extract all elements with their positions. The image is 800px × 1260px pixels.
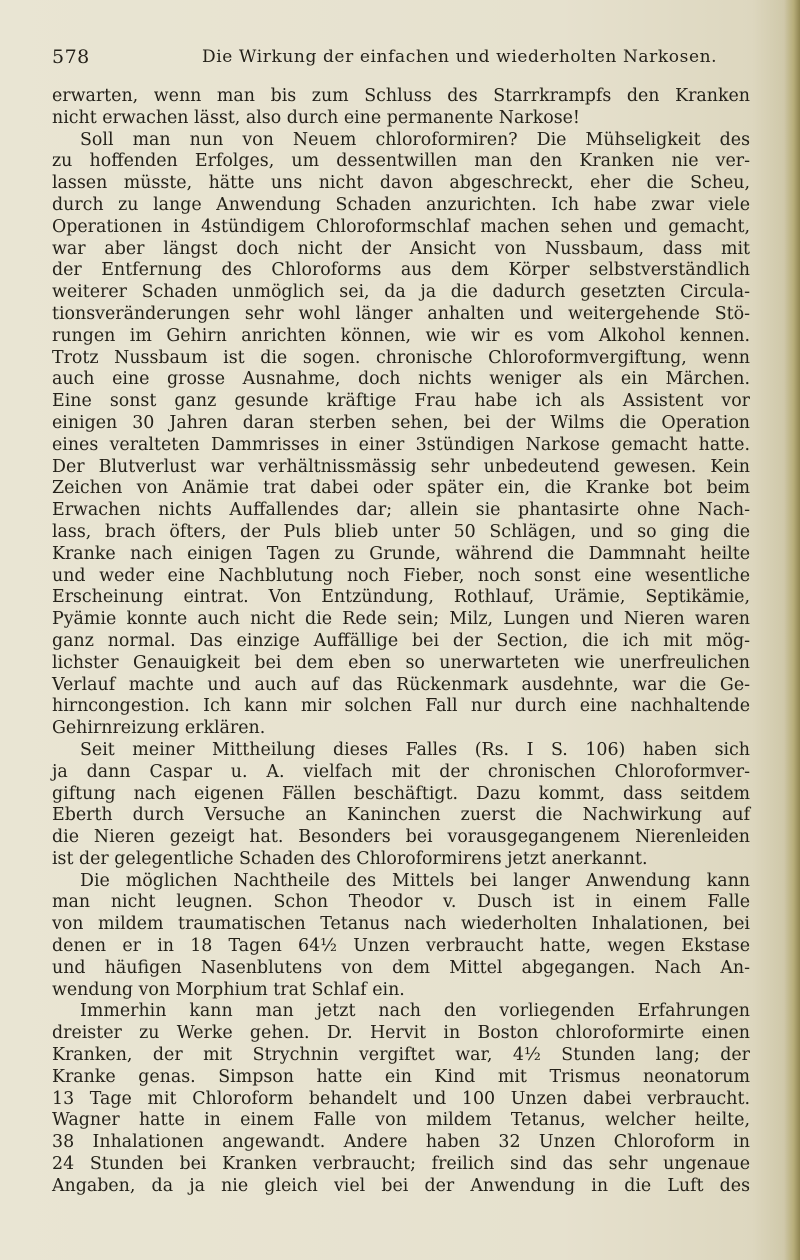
text-line: und weder eine Nachblutung noch Fieber, noch sonst eine wesentliche bbox=[52, 565, 750, 586]
text-line: Kranke nach einigen Tagen zu Grunde, während die Dammnaht heilte bbox=[52, 543, 750, 564]
text-line: einigen 30 Jahren daran sterben sehen, bei der Wilms die Operation bbox=[52, 412, 750, 433]
text-line: wendung von Morphium trat Schlaf ein. bbox=[52, 979, 405, 1000]
text-line: ganz normal. Das einzige Auffällige bei der Section, die ich mit mög- bbox=[52, 630, 750, 651]
text-line: 24 Stunden bei Kranken verbraucht; freilich sind das sehr ungenaue bbox=[52, 1154, 750, 1175]
text-line: war aber längst doch nicht der Ansicht von Nussbaum, dass mit bbox=[52, 238, 750, 259]
text-line: Immerhin kann man jetzt nach den vorliegenden Erfahrungen bbox=[80, 1001, 750, 1022]
text-line: dreister zu Werke gehen. Dr. Hervit in Boston chloroformirte einen bbox=[52, 1023, 750, 1044]
text-line: Kranke genas. Simpson hatte ein Kind mit Trismus neonatorum bbox=[52, 1066, 750, 1087]
text-line: Wagner hatte in einem Falle von mildem Tetanus, welcher heilte, bbox=[52, 1110, 750, 1131]
text-line: Die möglichen Nachtheile des Mittels bei langer Anwendung kann bbox=[80, 870, 750, 891]
page-edge-shadow bbox=[784, 0, 800, 1260]
text-line: Operationen in 4stündigem Chloroformschlaf machen sehen und gemacht, bbox=[52, 216, 750, 237]
text-line: denen er in 18 Tagen 64½ Unzen verbraucht hatte, wegen Ekstase bbox=[52, 936, 750, 957]
text-line: ist der gelegentliche Schaden des Chloroformirens jetzt anerkannt. bbox=[52, 848, 648, 869]
text-line: Seit meiner Mittheilung dieses Falles (Rs. I S. 106) haben sich bbox=[80, 739, 750, 760]
text-line: Soll man nun von Neuem chloroformiren? Die Mühseligkeit des bbox=[80, 129, 750, 150]
text-line: Erscheinung eintrat. Von Entzündung, Rothlauf, Urämie, Septikämie, bbox=[52, 587, 750, 608]
text-line: 38 Inhalationen angewandt. Andere haben 32 Unzen Chloroform in bbox=[52, 1132, 750, 1153]
text-line: Trotz Nussbaum ist die sogen. chronische Chloroformvergiftung, wenn bbox=[52, 347, 750, 368]
text-line: giftung nach eigenen Fällen beschäftigt. Dazu kommt, dass seitdem bbox=[52, 783, 750, 804]
text-line: Gehirnreizung erklären. bbox=[52, 718, 266, 739]
text-line: von mildem traumatischen Tetanus nach wiederholten Inhalationen, bei bbox=[52, 914, 750, 935]
body-text bbox=[52, 86, 750, 1198]
text-line: tionsveränderungen sehr wohl länger anhalten und weitergehende Stö- bbox=[52, 303, 750, 324]
text-line: Der Blutverlust war verhältnissmässig sehr unbedeutend gewesen. Kein bbox=[52, 456, 750, 477]
text-line: der Entfernung des Chloroforms aus dem Körper selbstverständlich bbox=[52, 260, 750, 281]
text-line: 13 Tage mit Chloroform behandelt und 100 Unzen dabei verbraucht. bbox=[52, 1088, 750, 1109]
text-line: nicht erwachen lässt, also durch eine permanente Narkose! bbox=[52, 107, 580, 128]
text-line: erwarten, wenn man bis zum Schluss des Starrkrampfs den Kranken bbox=[52, 86, 750, 106]
running-title: Die Wirkung der einfachen und wiederholten Narkosen. bbox=[202, 47, 718, 67]
page-number: 578 bbox=[52, 46, 90, 68]
text-line: hirncongestion. Ich kann mir solchen Fall nur durch eine nachhaltende bbox=[52, 696, 750, 717]
text-line: Pyämie konnte auch nicht die Rede sein; Milz, Lungen und Nieren waren bbox=[52, 609, 750, 630]
text-line: und häufigen Nasenblutens von dem Mittel abgegangen. Nach An- bbox=[52, 957, 750, 978]
text-line: rungen im Gehirn anrichten können, wie wir es vom Alkohol kennen. bbox=[52, 325, 750, 346]
text-line: lichster Genauigkeit bei dem eben so unerwarteten wie unerfreulichen bbox=[52, 652, 750, 673]
text-line: Zeichen von Anämie trat dabei oder später ein, die Kranke bot beim bbox=[52, 478, 750, 499]
text-line: durch zu lange Anwendung Schaden anzurichten. Ich habe zwar viele bbox=[52, 194, 750, 215]
text-line: Angaben, da ja nie gleich viel bei der Anwendung in die Luft des bbox=[52, 1175, 750, 1196]
text-line: eines veralteten Dammrisses in einer 3stündigen Narkose gemacht hatte. bbox=[52, 434, 750, 455]
text-line: Eberth durch Versuche an Kaninchen zuerst die Nachwirkung auf bbox=[52, 805, 750, 826]
text-line: zu hoffenden Erfolges, um dessentwillen man den Kranken nie ver- bbox=[52, 151, 750, 172]
text-line: Kranken, der mit Strychnin vergiftet war, 4½ Stunden lang; der bbox=[52, 1045, 750, 1066]
text-line: ja dann Caspar u. A. vielfach mit der chronischen Chloroformver- bbox=[52, 761, 750, 782]
text-line: auch eine grosse Ausnahme, doch nichts weniger als ein Märchen. bbox=[52, 369, 750, 390]
text-line: die Nieren gezeigt hat. Besonders bei vorausgegangenem Nierenleiden bbox=[52, 827, 750, 848]
text-line: Verlauf machte und auch auf das Rückenmark ausdehnte, war die Ge- bbox=[52, 674, 750, 695]
page-header bbox=[52, 46, 752, 74]
text-line: Erwachen nichts Auffallendes dar; allein sie phantasirte ohne Nach- bbox=[52, 500, 750, 521]
text-line: lass, brach öfters, der Puls blieb unter 50 Schlägen, und so ging die bbox=[52, 521, 750, 542]
text-line: man nicht leugnen. Schon Theodor v. Dusch ist in einem Falle bbox=[52, 892, 750, 913]
text-line: weiterer Schaden unmöglich sei, da ja die dadurch gesetzten Circula- bbox=[52, 282, 750, 303]
text-line: Eine sonst ganz gesunde kräftige Frau habe ich als Assistent vor bbox=[52, 391, 750, 412]
text-line: lassen müsste, hätte uns nicht davon abgeschreckt, eher die Scheu, bbox=[52, 173, 750, 194]
